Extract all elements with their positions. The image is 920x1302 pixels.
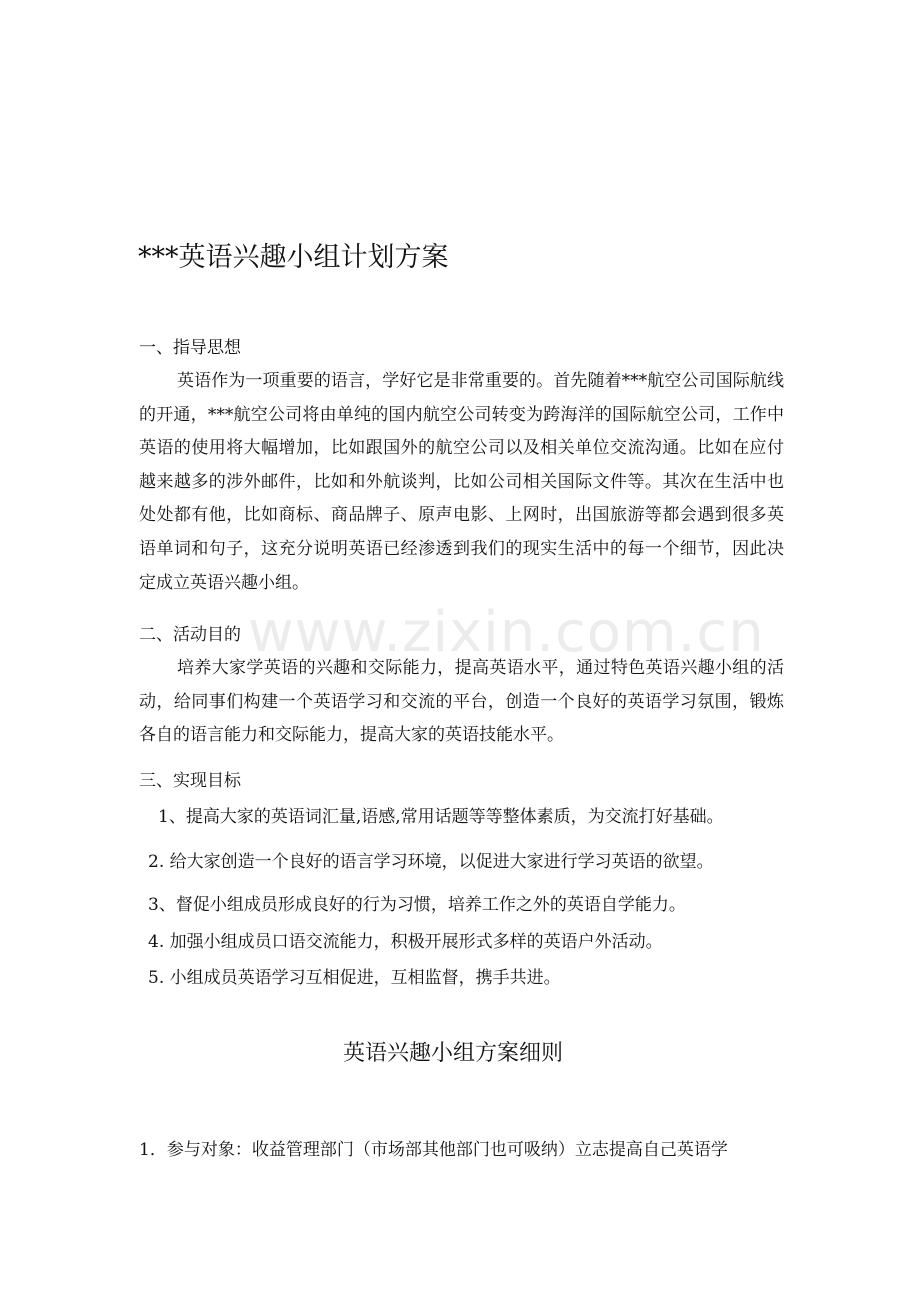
section-heading-activity-purpose: 二、活动目的 <box>139 625 241 645</box>
watermark: www.zixin.com.cn <box>248 600 765 665</box>
goal-item-4: 4. 加强小组成员口语交流能力，积极开展形式多样的英语户外活动。 <box>148 932 663 952</box>
section-paragraph-guiding-thought: 英语作为一项重要的语言，学好它是非常重要的。首先随着***航空公司国际航线的开通，***航空公司将由单纯的国内航空公司转变为跨海洋的国际航空公司，工作中英语的使用将大幅增加，比如跟国外的航空公司以及相关单位交流沟通。比如在应付越来越多的涉外邮件，比如和外航谈判，比如公司相关国际文件等。其次在生活中也处处都有他，比如商标、商品牌子、原声电影、上网时，出国旅游等都会遇到很多英语单词和句子，这充分说明英语已经渗透到我们的现实生活中的每一个细节，因此决定成立英语兴趣小组。 <box>139 371 784 593</box>
document-title: ***英语兴趣小组计划方案 <box>138 242 449 273</box>
section-heading-goals: 三、实现目标 <box>139 771 241 791</box>
goal-item-1: 1、提高大家的英语词汇量,语感,常用话题等等整体素质，为交流打好基础。 <box>158 807 724 827</box>
detail-item-1: 1．参与对象：收益管理部门（市场部其他部门也可吸纳）立志提高自己英语学 <box>139 1140 728 1160</box>
goal-item-2: 2. 给大家创造一个良好的语言学习环境，以促进大家进行学习英语的欲望。 <box>148 852 714 872</box>
section-paragraph-activity-purpose: 培养大家学英语的兴趣和交际能力，提高英语水平，通过特色英语兴趣小组的活动，给同事们构建一个英语学习和交流的平台，创造一个良好的英语学习氛围，锻炼各自的语言能力和交际能力，提高大家的英语技能水平。 <box>139 658 784 746</box>
detail-rules-subtitle: 英语兴趣小组方案细则 <box>342 1041 563 1066</box>
goal-item-3: 3、督促小组成员形成良好的行为习惯，培养工作之外的英语自学能力。 <box>148 895 686 915</box>
section-heading-guiding-thought: 一、指导思想 <box>139 338 241 358</box>
goal-item-5: 5. 小组成员英语学习互相促进，互相监督，携手共进。 <box>148 968 561 988</box>
